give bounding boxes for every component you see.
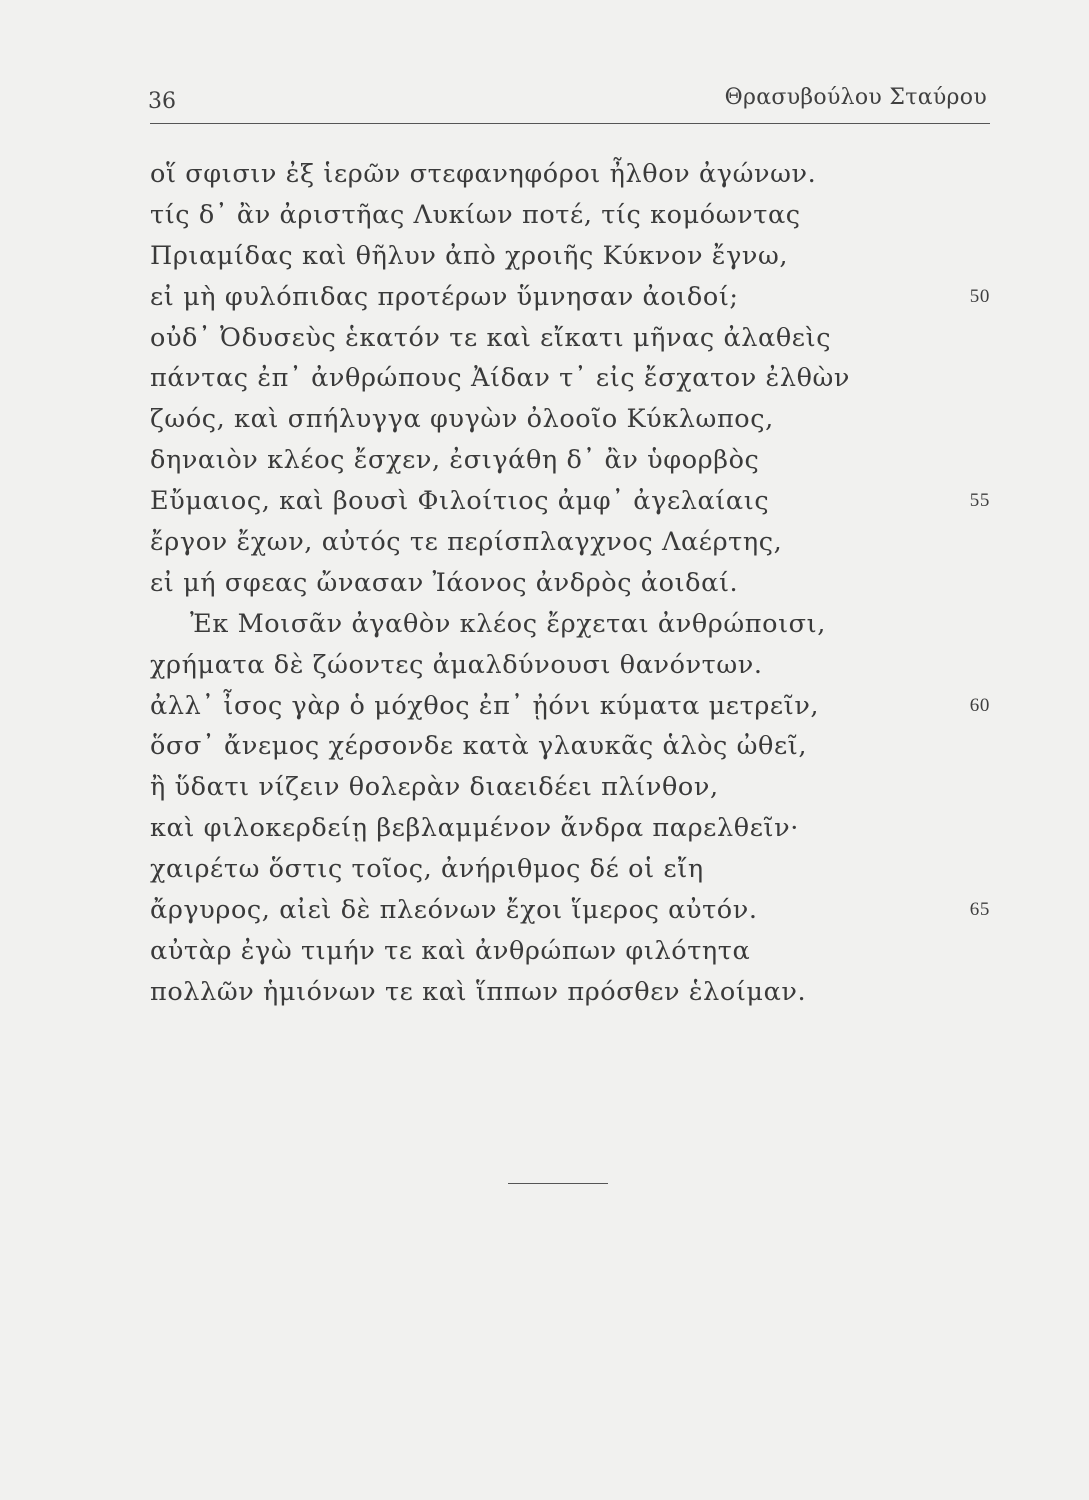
- verse-line: [150, 890, 990, 931]
- verse-line: [150, 849, 990, 890]
- verse-text: οὐδ᾽ Ὀδυσεὺς ἑκατόν τε καὶ εἴκατι μῆνας ἀλαθεὶς: [150, 322, 832, 353]
- verse-text: ἄργυρος, αἰεὶ δὲ πλεόνων ἔχοι ἵμερος αὐτόν.: [150, 895, 758, 926]
- verse-text: δηναιὸν κλέος ἔσχεν, ἐσιγάθη δ᾽ ἂν ὑφορβὸς: [150, 445, 760, 476]
- verse-line: [150, 686, 990, 727]
- verse-text: εἰ μή σφεας ὤνασαν Ἰάονος ἀνδρὸς ἀοιδαί.: [150, 567, 739, 598]
- verse-line: [150, 358, 990, 399]
- line-number: 60: [969, 694, 990, 716]
- verse-line: [150, 399, 990, 440]
- verse-text: τίς δ᾽ ἂν ἀριστῆας Λυκίων ποτέ, τίς κομόωντας: [150, 199, 801, 230]
- verse-line: [150, 195, 990, 236]
- verse-text: ἀλλ᾽ ἶσος γὰρ ὁ μόχθος ἐπ᾽ ᾐόνι κύματα μετρεῖν,: [150, 690, 820, 721]
- poem-verses: [150, 154, 990, 1013]
- verse-text: ἢ ὕδατι νίζειν θολερὰν διαειδέει πλίνθον,: [150, 772, 719, 803]
- verse-line: [150, 808, 990, 849]
- line-number: 50: [969, 285, 990, 307]
- line-number: 55: [969, 490, 990, 512]
- verse-text: ὅσσ᾽ ἄνεμος χέρσονδε κατὰ γλαυκᾶς ἁλὸς ὠθεῖ,: [150, 731, 808, 762]
- verse-line: [150, 522, 990, 563]
- verse-line: [150, 767, 990, 808]
- page-number: 36: [148, 89, 176, 114]
- verse-text: εἰ μὴ φυλόπιδας προτέρων ὕμνησαν ἀοιδοί;: [150, 281, 739, 312]
- verse-text: ἔργον ἔχων, αὐτός τε περίσπλαγχνος Λαέρτης,: [150, 527, 783, 558]
- verse-line: [150, 277, 990, 318]
- verse-text: ζωός, καὶ σπήλυγγα φυγὼν ὀλοοῖο Κύκλωπος,: [150, 404, 774, 435]
- verse-line: [150, 318, 990, 359]
- verse-line: [150, 236, 990, 277]
- verse-text: Πριαμίδας καὶ θῆλυν ἀπὸ χροιῆς Κύκνον ἔγνω,: [150, 240, 789, 271]
- line-number: 65: [969, 899, 990, 921]
- end-rule: [508, 1183, 608, 1184]
- verse-text: καὶ φιλοκερδείῃ βεβλαμμένον ἄνδρα παρελθεῖν·: [150, 813, 799, 844]
- verse-line: [150, 604, 990, 645]
- verse-line: [150, 726, 990, 767]
- verse-text: χαιρέτω ὅστις τοῖος, ἀνήριθμος δέ οἱ εἴη: [150, 854, 704, 885]
- verse-text: οἵ σφισιν ἐξ ἱερῶν στεφανηφόροι ἦλθον ἀγώνων.: [150, 159, 817, 189]
- verse-text: πάντας ἐπ᾽ ἀνθρώπους Ἀίδαν τ᾽ εἰς ἔσχατον ἐλθὼν: [150, 363, 851, 394]
- verse-text: Εὔμαιος, καὶ βουσὶ Φιλοίτιος ἀμφ᾽ ἀγελαίαις: [150, 486, 770, 517]
- verse-line: [150, 440, 990, 481]
- running-head: Θρασυβούλου Σταύρου: [724, 85, 987, 110]
- verse-line: [150, 154, 990, 195]
- verse-line: [150, 931, 990, 972]
- verse-text: αὐτὰρ ἐγὼ τιμήν τε καὶ ἀνθρώπων φιλότητα: [150, 935, 751, 966]
- verse-line: [150, 972, 990, 1013]
- header-rule: [150, 123, 990, 124]
- verse-line: [150, 481, 990, 522]
- verse-line: [150, 563, 990, 604]
- verse-line: [150, 645, 990, 686]
- verse-text: πολλῶν ἡμιόνων τε καὶ ἵππων πρόσθεν ἑλοίμαν.: [150, 976, 807, 1007]
- verse-text: χρήματα δὲ ζώοντες ἀμαλδύνουσι θανόντων.: [150, 649, 763, 680]
- verse-text: Ἐκ Μοισᾶν ἀγαθὸν κλέος ἔρχεται ἀνθρώποισι,: [190, 608, 826, 639]
